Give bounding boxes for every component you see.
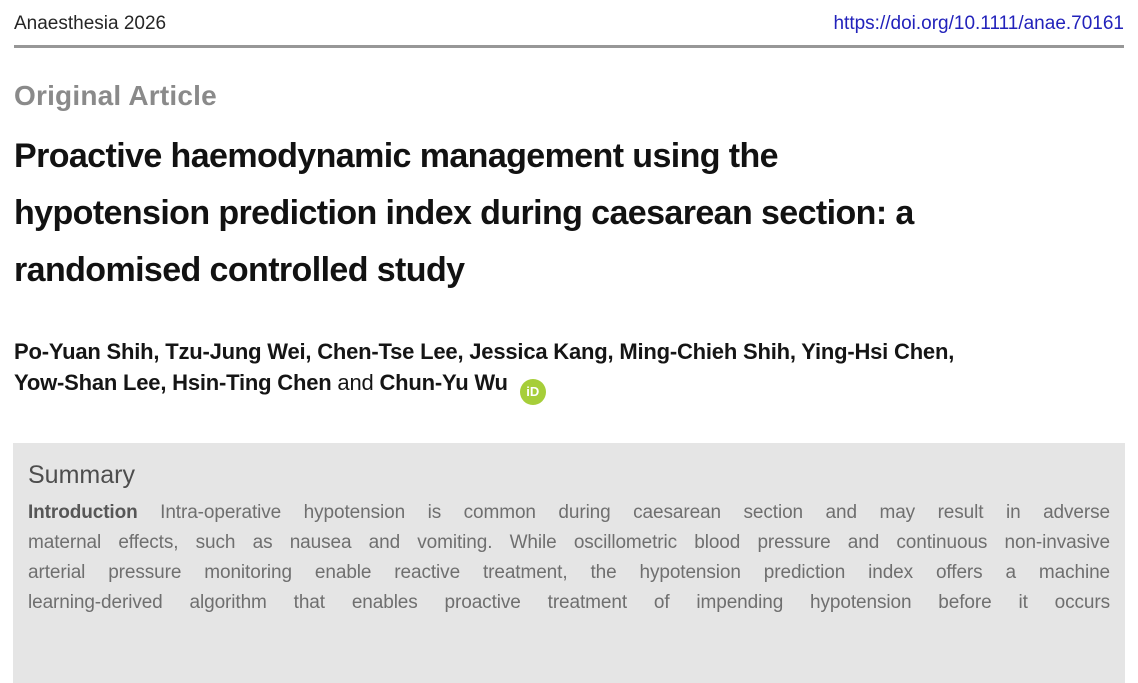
summary-body	[28, 498, 1110, 618]
orcid-icon[interactable]: iD	[520, 379, 546, 405]
title-line-3: randomised controlled study	[14, 251, 465, 289]
summary-line-2: maternal effects, such as nausea and vomiting. While oscillometric blood pressure and continuous non-invasive	[28, 532, 1110, 553]
authors	[14, 336, 1124, 405]
header-divider	[14, 45, 1124, 48]
journal-header	[14, 13, 1124, 35]
summary-heading: Summary	[28, 461, 135, 489]
author-last: Chun-Yu Wu	[379, 370, 508, 395]
authors-line-2	[14, 367, 1124, 405]
summary-line-1	[28, 498, 1110, 528]
title-line-2: hypotension prediction index during caesarean section: a	[14, 194, 914, 232]
article-type-label: Original Article	[14, 80, 217, 111]
journal-name: Anaesthesia 2026	[14, 13, 167, 34]
summary-line-1-text: Intra-operative hypotension is common during caesarean section and may result in adverse	[160, 502, 1110, 523]
summary-box	[13, 443, 1125, 683]
title-line-1: Proactive haemodynamic management using the	[14, 137, 778, 175]
authors-conjunction: and	[337, 370, 374, 395]
doi-link[interactable]: https://doi.org/10.1111/anae.70161	[833, 13, 1124, 34]
authors-line-2-names: Yow-Shan Lee, Hsin-Ting Chen	[14, 370, 332, 395]
article-title	[14, 128, 1124, 299]
summary-line-4-clipped: learning-derived algorithm that enables proactive treatment of impending hypotension before it occurs	[28, 592, 1110, 613]
authors-line-1: Po-Yuan Shih, Tzu-Jung Wei, Chen-Tse Lee, Jessica Kang, Ming-Chieh Shih, Ying-Hsi Chen,	[14, 339, 955, 364]
summary-line-3: arterial pressure monitoring enable reactive treatment, the hypotension prediction index offers a machine	[28, 562, 1110, 583]
summary-intro-label: Introduction	[28, 502, 138, 523]
